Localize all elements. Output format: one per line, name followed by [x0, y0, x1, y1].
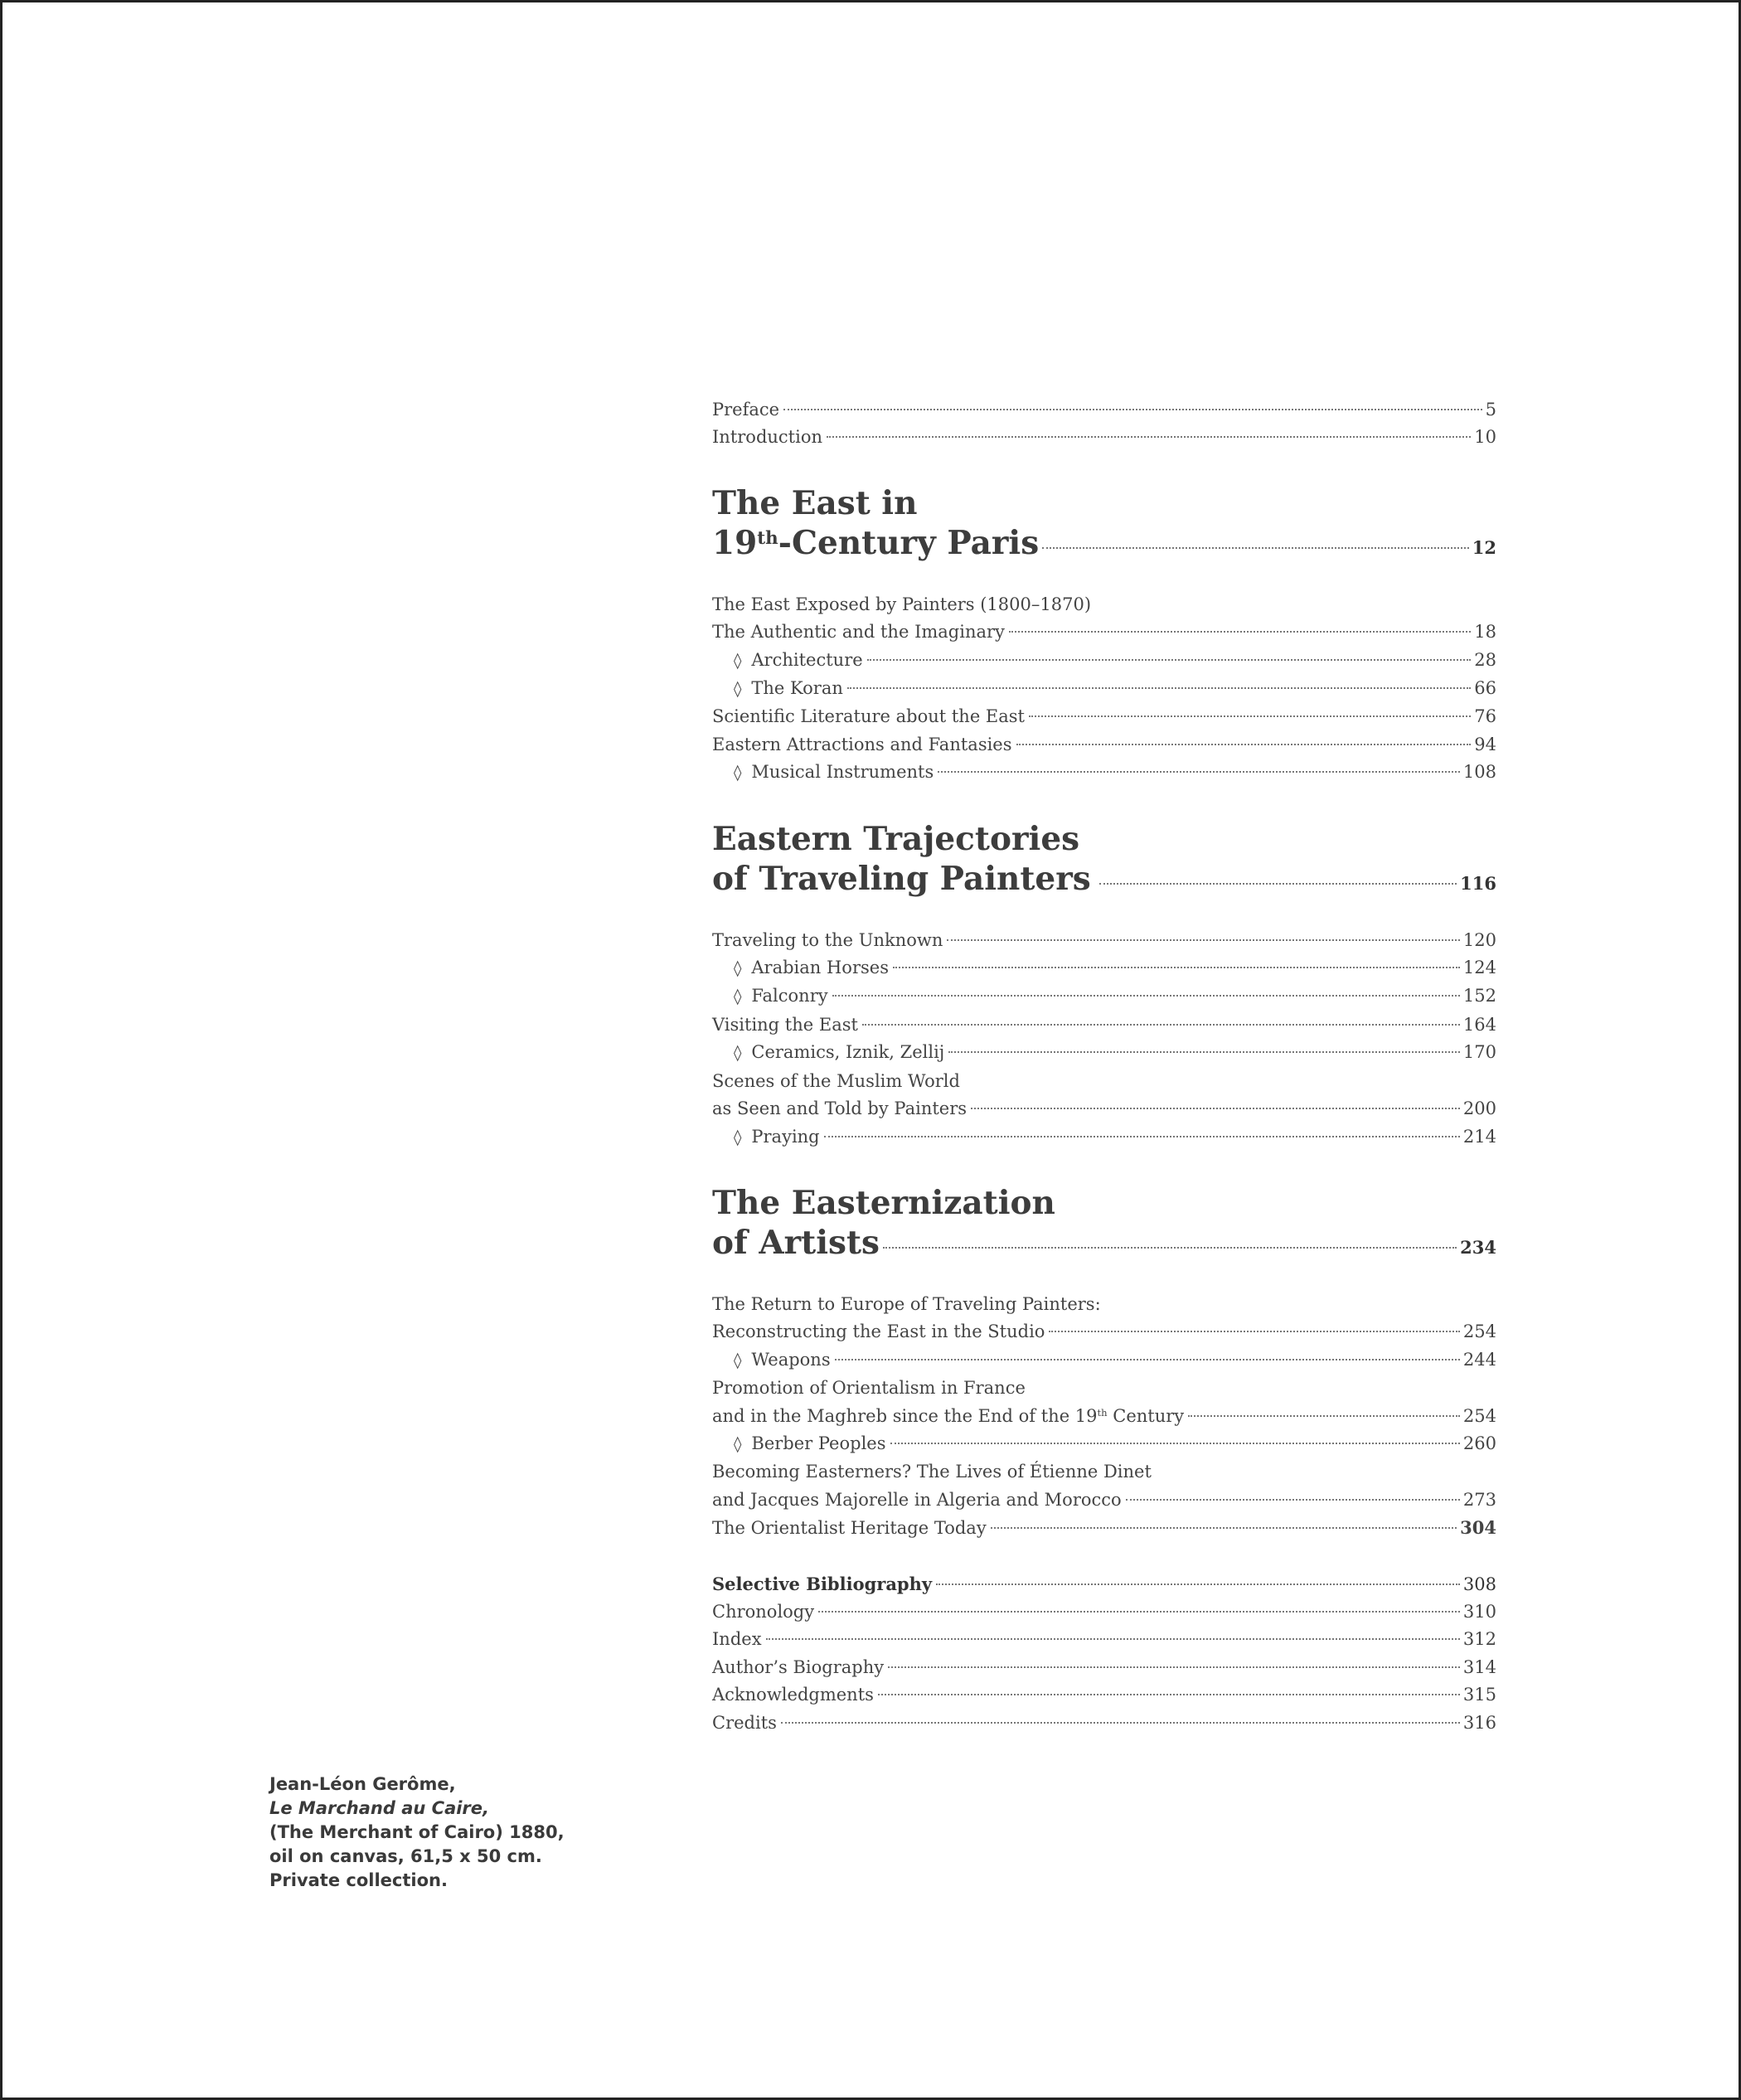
toc-entry[interactable]: [712, 731, 1496, 759]
entry-label: Index: [712, 1629, 762, 1650]
section-heading-2[interactable]: [712, 819, 1496, 899]
section-heading-3[interactable]: [712, 1183, 1496, 1263]
dot-leader: [1188, 1415, 1460, 1417]
page-number: 164: [1462, 1014, 1496, 1035]
toc-subentry[interactable]: [712, 647, 1496, 675]
diamond-icon: ◊: [734, 1044, 742, 1063]
entry-label: Scientific Literature about the East: [712, 706, 1025, 727]
dot-leader: [936, 1583, 1460, 1585]
page-number: 244: [1462, 1349, 1496, 1370]
page-number: 254: [1462, 1405, 1496, 1426]
page-number: 200: [1462, 1098, 1496, 1119]
entry-label: The Koran: [751, 678, 843, 699]
section-title-line1: Eastern Trajectories: [712, 819, 1080, 858]
dot-leader: [766, 1638, 1460, 1640]
dot-leader: [888, 1666, 1460, 1668]
page-number: 124: [1462, 958, 1496, 978]
dot-leader: [827, 436, 1471, 438]
entry-label: and in the Maghreb since the End of the 19th Century: [712, 1405, 1185, 1426]
caption-title: Le Marchand au Caire,: [269, 1798, 490, 1818]
toc-entry[interactable]: [712, 1318, 1496, 1346]
toc-subentry[interactable]: [712, 759, 1496, 787]
dot-leader: [862, 1024, 1460, 1026]
page-number: 5: [1485, 400, 1496, 420]
dot-leader: [781, 1722, 1460, 1724]
section-title-line2: of Traveling Painters: [712, 859, 1091, 898]
section-title-line2: of Artists: [712, 1223, 880, 1262]
caption-collection: Private collection.: [269, 1870, 448, 1890]
toc-entry[interactable]: [712, 1514, 1496, 1542]
entry-label: Acknowledgments: [712, 1685, 874, 1705]
toc-entry-acknowledgments[interactable]: [712, 1681, 1496, 1709]
diamond-icon: ◊: [734, 651, 742, 670]
toc-chapter-line[interactable]: Becoming Easterners? The Lives of Étienne Dinet: [712, 1462, 1152, 1482]
dot-leader: [948, 1051, 1460, 1053]
entry-label: Traveling to the Unknown: [712, 929, 943, 950]
toc-entry-author-biography[interactable]: [712, 1654, 1496, 1681]
page-number: 310: [1462, 1601, 1496, 1622]
page-number: 260: [1462, 1433, 1496, 1453]
dot-leader: [1126, 1499, 1460, 1501]
toc-subentry[interactable]: [712, 954, 1496, 982]
dot-leader: [847, 687, 1471, 689]
toc-chapter-line[interactable]: Promotion of Orientalism in France: [712, 1378, 1026, 1399]
page-number: 234: [1460, 1236, 1496, 1258]
page-number: 116: [1460, 872, 1496, 894]
page-number: 273: [1462, 1489, 1496, 1510]
toc-entry[interactable]: [712, 1403, 1496, 1430]
diamond-icon: ◊: [734, 1434, 742, 1453]
toc-entry[interactable]: [712, 1095, 1496, 1123]
section-title-line1: The Easternization: [712, 1183, 1055, 1222]
dot-leader: [893, 967, 1460, 968]
toc-subentry[interactable]: [712, 1123, 1496, 1152]
page-number: 18: [1474, 622, 1496, 643]
caption-medium: oil on canvas, 61,5 x 50 cm.: [269, 1846, 542, 1866]
entry-label: Credits: [712, 1712, 777, 1733]
entry-label: Selective Bibliography: [712, 1573, 933, 1594]
entry-label: Arabian Horses: [751, 958, 889, 978]
image-caption: [269, 1773, 618, 1893]
dot-leader: [835, 1359, 1460, 1360]
page-number: 66: [1474, 678, 1496, 699]
entry-label: and Jacques Majorelle in Algeria and Morocco: [712, 1489, 1122, 1510]
entry-label: Eastern Attractions and Fantasies: [712, 734, 1012, 754]
page-number: 304: [1460, 1517, 1496, 1539]
dot-leader: [1029, 715, 1471, 717]
page-number: 315: [1462, 1685, 1496, 1705]
page-number: 214: [1462, 1126, 1496, 1147]
toc-chapter-line[interactable]: Scenes of the Muslim World: [712, 1070, 960, 1091]
entry-label: Falconry: [751, 986, 828, 1006]
page-number: 254: [1462, 1322, 1496, 1342]
page-number: 308: [1462, 1574, 1496, 1594]
dot-leader: [938, 771, 1460, 773]
dot-leader: [878, 1694, 1460, 1695]
entry-label: Reconstructing the East in the Studio: [712, 1322, 1045, 1342]
page-number: 152: [1462, 986, 1496, 1006]
dot-leader: [1042, 547, 1469, 549]
page-number: 312: [1462, 1629, 1496, 1650]
section-title-line2: 19th-Century Paris: [712, 523, 1040, 562]
entry-label: Author’s Biography: [712, 1656, 885, 1677]
table-of-contents: [712, 396, 1496, 1737]
dot-leader: [818, 1611, 1460, 1613]
toc-subentry[interactable]: [712, 1346, 1496, 1375]
dot-leader: [783, 409, 1482, 410]
diamond-icon: ◊: [734, 1128, 742, 1147]
diamond-icon: ◊: [734, 680, 742, 699]
toc-subentry[interactable]: [712, 1039, 1496, 1067]
dot-leader: [1009, 631, 1471, 633]
page-number: 94: [1474, 734, 1496, 754]
toc-entry-bibliography[interactable]: [712, 1570, 1496, 1598]
diamond-icon: ◊: [734, 987, 742, 1006]
caption-artist: Jean-Léon Gerôme,: [269, 1774, 456, 1794]
page-number: 10: [1474, 427, 1496, 448]
caption-translation: (The Merchant of Cairo) 1880,: [269, 1822, 565, 1842]
section-title-line1: The East in: [712, 483, 918, 522]
page-number: 108: [1462, 762, 1496, 783]
toc-entry-introduction[interactable]: [712, 424, 1496, 451]
toc-entry-credits[interactable]: [712, 1710, 1496, 1737]
entry-label: Visiting the East: [712, 1014, 858, 1035]
entry-label: The Orientalist Heritage Today: [712, 1518, 987, 1539]
dot-leader: [824, 1136, 1460, 1137]
entry-label: Ceramics, Iznik, Zellij: [751, 1042, 945, 1063]
page-number: 12: [1472, 536, 1496, 558]
toc-subentry[interactable]: [712, 675, 1496, 703]
toc-entry[interactable]: [712, 927, 1496, 954]
toc-entry-preface[interactable]: [712, 396, 1496, 424]
page-number: 314: [1462, 1656, 1496, 1677]
dot-leader: [1049, 1331, 1459, 1332]
dot-leader: [867, 659, 1472, 661]
diamond-icon: ◊: [734, 764, 742, 783]
entry-label: Preface: [712, 400, 780, 420]
toc-entry[interactable]: [712, 618, 1496, 646]
page-number: 28: [1474, 649, 1496, 670]
entry-label: Berber Peoples: [751, 1433, 886, 1453]
entry-label: Musical Instruments: [751, 762, 934, 783]
page-number: 120: [1462, 929, 1496, 950]
toc-entry-index[interactable]: [712, 1626, 1496, 1653]
toc-subentry[interactable]: [712, 982, 1496, 1011]
page-number: 316: [1462, 1712, 1496, 1733]
entry-label: The Authentic and the Imaginary: [712, 622, 1005, 643]
entry-label: Praying: [751, 1126, 820, 1147]
entry-label: as Seen and Told by Painters: [712, 1098, 967, 1119]
dot-leader: [1016, 744, 1472, 745]
section-heading-1[interactable]: [712, 483, 1496, 563]
toc-entry[interactable]: [712, 1486, 1496, 1514]
toc-entry[interactable]: [712, 1011, 1496, 1039]
page-number: 76: [1474, 706, 1496, 727]
dot-leader: [971, 1108, 1460, 1109]
page-number: 170: [1462, 1042, 1496, 1063]
dot-leader: [1099, 883, 1457, 885]
toc-entry[interactable]: [712, 703, 1496, 730]
toc-chapter-line[interactable]: The East Exposed by Painters (1800–1870): [712, 594, 1092, 614]
dot-leader: [890, 1443, 1460, 1444]
dot-leader: [883, 1247, 1457, 1249]
entry-label: Architecture: [751, 649, 863, 670]
dot-leader: [832, 995, 1460, 997]
entry-label: Chronology: [712, 1601, 815, 1622]
entry-label: Weapons: [751, 1349, 831, 1370]
diamond-icon: ◊: [734, 959, 742, 978]
toc-subentry[interactable]: [712, 1430, 1496, 1458]
entry-label: Introduction: [712, 427, 822, 448]
dot-leader: [991, 1527, 1457, 1529]
toc-entry-chronology[interactable]: [712, 1598, 1496, 1626]
dot-leader: [947, 939, 1460, 941]
toc-chapter-line[interactable]: The Return to Europe of Traveling Painters:: [712, 1293, 1101, 1314]
diamond-icon: ◊: [734, 1351, 742, 1370]
